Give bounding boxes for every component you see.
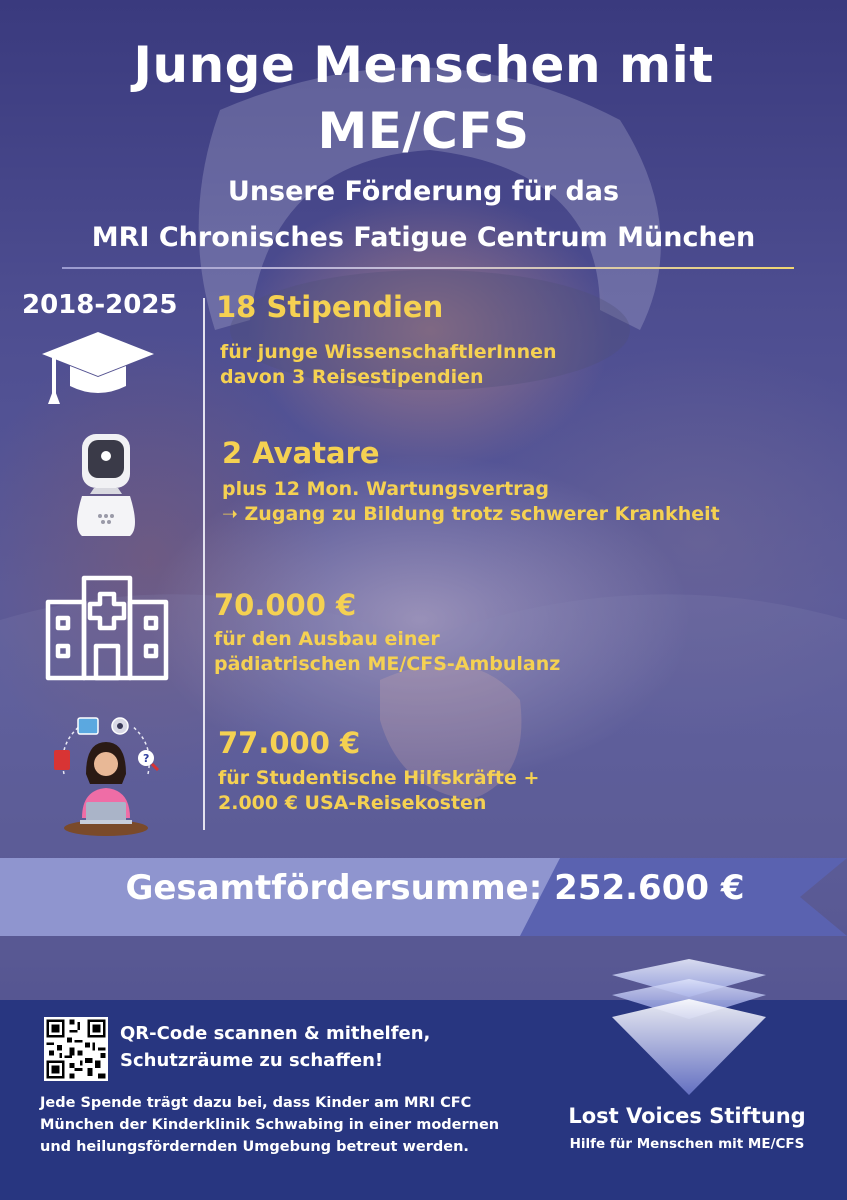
donation-text-line: und heilungsfördernden Umgebung betreut werden. [40, 1139, 469, 1155]
item-headline-assistants: 77.000 € [218, 726, 361, 760]
item-text-line: davon 3 Reisestipendien [220, 366, 484, 388]
item-text-line: für junge WissenschaftlerInnen [220, 341, 557, 363]
header-divider [62, 267, 794, 269]
item-headline-scholarships: 18 Stipendien [216, 290, 444, 324]
item-text-clinic [214, 627, 560, 677]
item-text-line: für Studentische Hilfskräfte + [218, 767, 540, 789]
title-line-1: Junge Menschen mit [133, 36, 714, 94]
item-headline-clinic: 70.000 € [214, 588, 357, 622]
organization-tagline: Hilfe für Menschen mit ME/CFS [569, 1136, 805, 1152]
item-text-avatars [222, 477, 720, 527]
svg-text:?: ? [143, 752, 150, 765]
item-text-line: pädiatrischen ME/CFS-Ambulanz [214, 653, 561, 675]
item-text-scholarships [220, 340, 557, 390]
item-text-assistants [218, 766, 539, 816]
subtitle-line-1: Unsere Förderung für das [227, 176, 620, 207]
qr-text-line: Schutzräume zu schaffen! [120, 1050, 384, 1071]
item-text-line: 2.000 € USA-Reisekosten [218, 792, 487, 814]
title-line-2: ME/CFS [317, 102, 530, 160]
graduation-cap-icon [40, 330, 156, 410]
donation-text-line: Jede Spende trägt dazu bei, dass Kinder am MRI CFC [40, 1095, 472, 1111]
item-text-line: plus 12 Mon. Wartungsvertrag [222, 478, 549, 500]
subtitle-line-2: MRI Chronisches Fatigue Centrum München [91, 222, 756, 253]
timeline-line [203, 298, 205, 830]
hospital-icon [42, 572, 172, 684]
donation-text [40, 1092, 499, 1158]
qr-call-to-action [120, 1020, 430, 1074]
item-headline-avatars: 2 Avatare [222, 436, 380, 470]
layered-stack-logo [604, 955, 774, 1097]
period-label: 2018-2025 [22, 290, 178, 320]
telepresence-robot-icon [68, 432, 144, 538]
student-assistant-icon [50, 714, 162, 838]
qr-code-icon[interactable] [44, 1017, 108, 1081]
organization-name: Lost Voices Stiftung [568, 1104, 806, 1128]
total-amount: Gesamtfördersumme: 252.600 € [125, 868, 745, 908]
page-title [0, 32, 847, 164]
item-text-line: für den Ausbau einer [214, 628, 440, 650]
donation-text-line: München der Kinderklinik Schwabing in einer modernen [40, 1117, 500, 1133]
item-text-line: ➝ Zugang zu Bildung trotz schwerer Krankheit [222, 503, 720, 525]
qr-text-line: QR-Code scannen & mithelfen, [120, 1023, 431, 1044]
